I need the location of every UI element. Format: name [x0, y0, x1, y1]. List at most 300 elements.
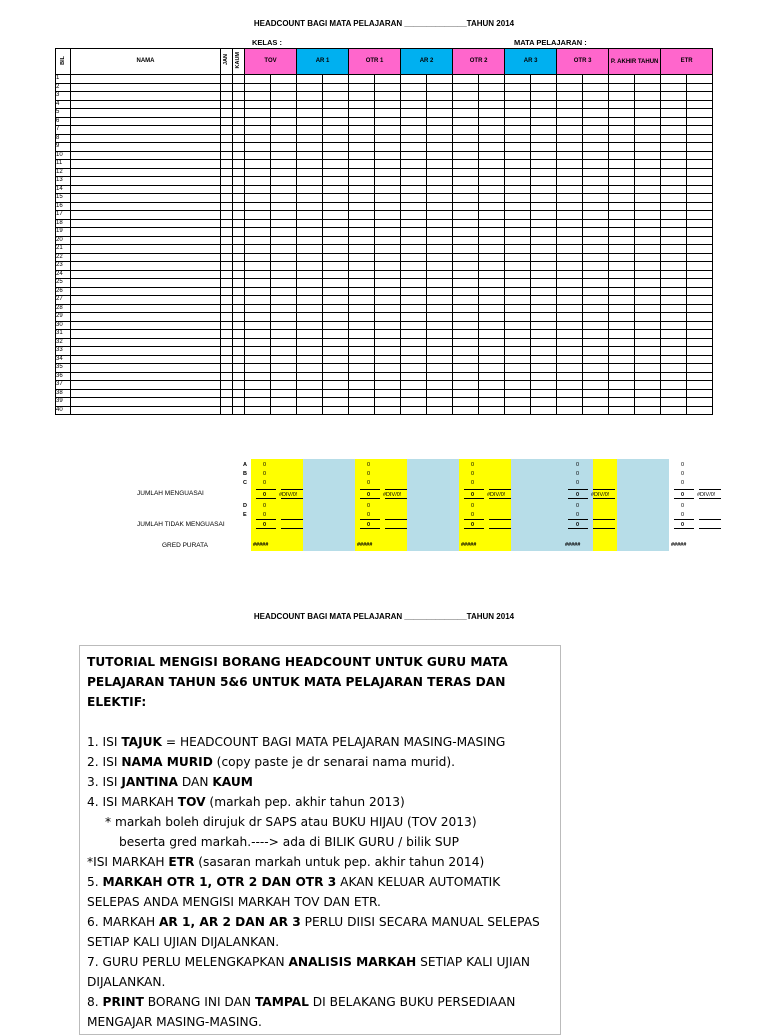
table-cell[interactable]: [557, 168, 583, 177]
table-cell[interactable]: [427, 406, 453, 415]
table-cell[interactable]: [531, 279, 557, 288]
table-cell[interactable]: [271, 304, 297, 313]
table-cell[interactable]: [505, 338, 531, 347]
table-cell[interactable]: [71, 389, 221, 398]
table-cell[interactable]: [531, 109, 557, 118]
table-cell[interactable]: [271, 219, 297, 228]
table-cell[interactable]: [323, 202, 349, 211]
table-cell[interactable]: [233, 126, 245, 135]
table-cell[interactable]: [505, 75, 531, 84]
table-cell[interactable]: [401, 126, 427, 135]
table-cell[interactable]: [557, 406, 583, 415]
table-cell[interactable]: [583, 245, 609, 254]
table-cell[interactable]: [609, 117, 635, 126]
table-cell[interactable]: [271, 100, 297, 109]
table-cell[interactable]: [661, 355, 687, 364]
table-cell[interactable]: [453, 194, 479, 203]
table-cell[interactable]: [635, 364, 661, 373]
table-cell[interactable]: [531, 372, 557, 381]
table-cell[interactable]: [427, 253, 453, 262]
table-cell[interactable]: [221, 304, 233, 313]
table-cell[interactable]: [323, 389, 349, 398]
table-cell[interactable]: [233, 109, 245, 118]
table-cell[interactable]: [635, 228, 661, 237]
table-cell[interactable]: [505, 270, 531, 279]
table-cell[interactable]: [233, 296, 245, 305]
table-cell[interactable]: [531, 185, 557, 194]
table-cell[interactable]: [297, 177, 323, 186]
table-cell[interactable]: [635, 219, 661, 228]
table-cell[interactable]: [687, 389, 713, 398]
table-cell[interactable]: [375, 117, 401, 126]
table-cell[interactable]: [349, 321, 375, 330]
table-cell[interactable]: [71, 313, 221, 322]
table-cell[interactable]: [71, 304, 221, 313]
table-cell[interactable]: [687, 321, 713, 330]
table-cell[interactable]: [401, 321, 427, 330]
table-cell[interactable]: [297, 270, 323, 279]
table-cell[interactable]: [297, 338, 323, 347]
table-cell[interactable]: [609, 75, 635, 84]
table-cell[interactable]: [479, 287, 505, 296]
table-cell[interactable]: [233, 398, 245, 407]
table-cell[interactable]: [401, 100, 427, 109]
table-cell[interactable]: [635, 330, 661, 339]
table-cell[interactable]: [221, 151, 233, 160]
table-cell[interactable]: [233, 185, 245, 194]
table-cell[interactable]: [609, 236, 635, 245]
table-cell[interactable]: [557, 151, 583, 160]
table-cell[interactable]: [453, 202, 479, 211]
table-cell[interactable]: [661, 321, 687, 330]
table-cell[interactable]: [233, 406, 245, 415]
table-cell[interactable]: [297, 296, 323, 305]
table-cell[interactable]: [479, 364, 505, 373]
table-cell[interactable]: [453, 321, 479, 330]
table-cell[interactable]: [687, 270, 713, 279]
table-cell[interactable]: [479, 100, 505, 109]
table-cell[interactable]: [583, 83, 609, 92]
table-cell[interactable]: [233, 168, 245, 177]
table-cell[interactable]: [427, 338, 453, 347]
table-cell[interactable]: [323, 296, 349, 305]
table-cell[interactable]: [427, 134, 453, 143]
table-cell[interactable]: [453, 83, 479, 92]
table-cell[interactable]: [583, 304, 609, 313]
table-cell[interactable]: [479, 92, 505, 101]
table-cell[interactable]: [609, 228, 635, 237]
table-cell[interactable]: [323, 134, 349, 143]
table-cell[interactable]: [233, 330, 245, 339]
table-cell[interactable]: [401, 236, 427, 245]
table-cell[interactable]: [233, 151, 245, 160]
table-cell[interactable]: [479, 143, 505, 152]
table-cell[interactable]: [479, 313, 505, 322]
table-cell[interactable]: [375, 262, 401, 271]
table-cell[interactable]: [401, 253, 427, 262]
table-cell[interactable]: [453, 177, 479, 186]
table-cell[interactable]: [427, 355, 453, 364]
table-cell[interactable]: [583, 347, 609, 356]
table-cell[interactable]: [453, 406, 479, 415]
table-cell[interactable]: [375, 177, 401, 186]
table-cell[interactable]: [297, 117, 323, 126]
table-cell[interactable]: [609, 151, 635, 160]
table-cell[interactable]: [635, 109, 661, 118]
table-cell[interactable]: [609, 253, 635, 262]
table-cell[interactable]: [71, 92, 221, 101]
table-cell[interactable]: [427, 236, 453, 245]
table-cell[interactable]: [271, 151, 297, 160]
table-cell[interactable]: [245, 364, 271, 373]
table-cell[interactable]: [401, 109, 427, 118]
table-cell[interactable]: [323, 355, 349, 364]
table-cell[interactable]: [427, 143, 453, 152]
table-cell[interactable]: [583, 160, 609, 169]
table-cell[interactable]: [401, 75, 427, 84]
table-cell[interactable]: [661, 126, 687, 135]
table-cell[interactable]: [349, 262, 375, 271]
table-cell[interactable]: [401, 398, 427, 407]
table-cell[interactable]: [71, 228, 221, 237]
table-cell[interactable]: [245, 381, 271, 390]
table-cell[interactable]: [505, 109, 531, 118]
table-cell[interactable]: [375, 185, 401, 194]
table-cell[interactable]: [271, 134, 297, 143]
table-cell[interactable]: [609, 126, 635, 135]
table-cell[interactable]: [375, 236, 401, 245]
table-cell[interactable]: [557, 364, 583, 373]
table-cell[interactable]: [401, 177, 427, 186]
table-cell[interactable]: [375, 398, 401, 407]
table-cell[interactable]: [349, 355, 375, 364]
table-cell[interactable]: [221, 245, 233, 254]
table-cell[interactable]: [583, 92, 609, 101]
table-cell[interactable]: [661, 347, 687, 356]
table-cell[interactable]: [557, 219, 583, 228]
table-cell[interactable]: [609, 330, 635, 339]
table-cell[interactable]: [635, 296, 661, 305]
table-cell[interactable]: [505, 126, 531, 135]
table-cell[interactable]: [427, 92, 453, 101]
table-cell[interactable]: [479, 406, 505, 415]
table-cell[interactable]: [609, 355, 635, 364]
table-cell[interactable]: [479, 202, 505, 211]
table-cell[interactable]: [71, 381, 221, 390]
table-cell[interactable]: [687, 338, 713, 347]
table-cell[interactable]: [245, 304, 271, 313]
table-cell[interactable]: [687, 100, 713, 109]
table-cell[interactable]: [349, 185, 375, 194]
table-cell[interactable]: [375, 219, 401, 228]
table-cell[interactable]: [479, 304, 505, 313]
table-cell[interactable]: [245, 389, 271, 398]
table-cell[interactable]: [479, 398, 505, 407]
table-cell[interactable]: [401, 338, 427, 347]
table-cell[interactable]: [505, 160, 531, 169]
table-cell[interactable]: [661, 398, 687, 407]
table-cell[interactable]: [687, 211, 713, 220]
table-cell[interactable]: [401, 381, 427, 390]
table-cell[interactable]: [375, 151, 401, 160]
table-cell[interactable]: [71, 321, 221, 330]
table-cell[interactable]: [453, 245, 479, 254]
table-cell[interactable]: [71, 117, 221, 126]
table-cell[interactable]: [349, 160, 375, 169]
table-cell[interactable]: [349, 372, 375, 381]
table-cell[interactable]: [221, 321, 233, 330]
table-cell[interactable]: [583, 151, 609, 160]
table-cell[interactable]: [221, 160, 233, 169]
table-cell[interactable]: [427, 313, 453, 322]
table-cell[interactable]: [557, 338, 583, 347]
table-cell[interactable]: [557, 109, 583, 118]
table-cell[interactable]: [245, 287, 271, 296]
table-cell[interactable]: [71, 160, 221, 169]
table-cell[interactable]: [427, 126, 453, 135]
table-cell[interactable]: [479, 151, 505, 160]
table-cell[interactable]: [245, 185, 271, 194]
table-cell[interactable]: [71, 262, 221, 271]
table-cell[interactable]: [609, 245, 635, 254]
table-cell[interactable]: [401, 406, 427, 415]
table-cell[interactable]: [245, 398, 271, 407]
table-cell[interactable]: [505, 92, 531, 101]
table-cell[interactable]: [557, 287, 583, 296]
table-cell[interactable]: [609, 372, 635, 381]
table-cell[interactable]: [349, 381, 375, 390]
table-cell[interactable]: [687, 245, 713, 254]
table-cell[interactable]: [245, 160, 271, 169]
table-cell[interactable]: [271, 185, 297, 194]
table-cell[interactable]: [221, 185, 233, 194]
table-cell[interactable]: [375, 143, 401, 152]
table-cell[interactable]: [479, 194, 505, 203]
table-cell[interactable]: [323, 321, 349, 330]
table-cell[interactable]: [245, 100, 271, 109]
table-cell[interactable]: [687, 330, 713, 339]
table-cell[interactable]: [245, 75, 271, 84]
table-cell[interactable]: [349, 406, 375, 415]
table-cell[interactable]: [427, 202, 453, 211]
table-cell[interactable]: [71, 270, 221, 279]
table-cell[interactable]: [375, 253, 401, 262]
table-cell[interactable]: [531, 347, 557, 356]
table-cell[interactable]: [635, 100, 661, 109]
table-cell[interactable]: [221, 168, 233, 177]
table-cell[interactable]: [531, 228, 557, 237]
table-cell[interactable]: [297, 92, 323, 101]
table-cell[interactable]: [479, 330, 505, 339]
table-cell[interactable]: [531, 406, 557, 415]
table-cell[interactable]: [505, 347, 531, 356]
table-cell[interactable]: [297, 109, 323, 118]
table-cell[interactable]: [583, 321, 609, 330]
table-cell[interactable]: [531, 143, 557, 152]
table-cell[interactable]: [661, 304, 687, 313]
table-cell[interactable]: [687, 381, 713, 390]
table-cell[interactable]: [635, 372, 661, 381]
table-cell[interactable]: [453, 279, 479, 288]
table-cell[interactable]: [323, 219, 349, 228]
table-cell[interactable]: [661, 100, 687, 109]
table-cell[interactable]: [349, 364, 375, 373]
table-cell[interactable]: [323, 287, 349, 296]
table-cell[interactable]: [245, 355, 271, 364]
table-cell[interactable]: [531, 126, 557, 135]
table-cell[interactable]: [271, 109, 297, 118]
table-cell[interactable]: [221, 389, 233, 398]
table-cell[interactable]: [635, 83, 661, 92]
table-cell[interactable]: [505, 211, 531, 220]
table-cell[interactable]: [401, 364, 427, 373]
table-cell[interactable]: [479, 236, 505, 245]
table-cell[interactable]: [609, 279, 635, 288]
table-cell[interactable]: [323, 83, 349, 92]
table-cell[interactable]: [531, 100, 557, 109]
table-cell[interactable]: [427, 83, 453, 92]
table-cell[interactable]: [245, 117, 271, 126]
table-cell[interactable]: [245, 338, 271, 347]
table-cell[interactable]: [233, 381, 245, 390]
table-cell[interactable]: [375, 338, 401, 347]
table-cell[interactable]: [427, 279, 453, 288]
table-cell[interactable]: [453, 92, 479, 101]
table-cell[interactable]: [221, 372, 233, 381]
table-cell[interactable]: [297, 126, 323, 135]
table-cell[interactable]: [71, 287, 221, 296]
table-cell[interactable]: [271, 143, 297, 152]
table-cell[interactable]: [661, 194, 687, 203]
table-cell[interactable]: [557, 279, 583, 288]
table-cell[interactable]: [479, 372, 505, 381]
table-cell[interactable]: [221, 92, 233, 101]
table-cell[interactable]: [531, 202, 557, 211]
table-cell[interactable]: [245, 262, 271, 271]
table-cell[interactable]: [687, 372, 713, 381]
table-cell[interactable]: [687, 406, 713, 415]
table-cell[interactable]: [661, 151, 687, 160]
table-cell[interactable]: [557, 75, 583, 84]
table-cell[interactable]: [245, 143, 271, 152]
table-cell[interactable]: [609, 92, 635, 101]
table-cell[interactable]: [531, 219, 557, 228]
table-cell[interactable]: [557, 321, 583, 330]
table-cell[interactable]: [271, 279, 297, 288]
table-cell[interactable]: [609, 202, 635, 211]
table-cell[interactable]: [427, 347, 453, 356]
table-cell[interactable]: [271, 372, 297, 381]
table-cell[interactable]: [71, 83, 221, 92]
table-cell[interactable]: [221, 143, 233, 152]
table-cell[interactable]: [661, 296, 687, 305]
table-cell[interactable]: [323, 109, 349, 118]
table-cell[interactable]: [71, 177, 221, 186]
table-cell[interactable]: [661, 228, 687, 237]
table-cell[interactable]: [297, 287, 323, 296]
table-cell[interactable]: [453, 389, 479, 398]
table-cell[interactable]: [531, 355, 557, 364]
table-cell[interactable]: [583, 177, 609, 186]
table-cell[interactable]: [323, 211, 349, 220]
table-cell[interactable]: [583, 228, 609, 237]
table-cell[interactable]: [453, 134, 479, 143]
table-cell[interactable]: [583, 338, 609, 347]
table-cell[interactable]: [661, 92, 687, 101]
table-cell[interactable]: [479, 185, 505, 194]
table-cell[interactable]: [71, 211, 221, 220]
table-cell[interactable]: [349, 219, 375, 228]
table-cell[interactable]: [401, 168, 427, 177]
table-cell[interactable]: [349, 236, 375, 245]
table-cell[interactable]: [687, 253, 713, 262]
table-cell[interactable]: [635, 270, 661, 279]
table-cell[interactable]: [233, 134, 245, 143]
table-cell[interactable]: [427, 117, 453, 126]
table-cell[interactable]: [349, 211, 375, 220]
table-cell[interactable]: [297, 304, 323, 313]
table-cell[interactable]: [271, 262, 297, 271]
table-cell[interactable]: [557, 270, 583, 279]
table-cell[interactable]: [661, 143, 687, 152]
table-cell[interactable]: [583, 75, 609, 84]
table-cell[interactable]: [323, 117, 349, 126]
table-cell[interactable]: [401, 245, 427, 254]
table-cell[interactable]: [71, 338, 221, 347]
table-cell[interactable]: [609, 406, 635, 415]
table-cell[interactable]: [401, 296, 427, 305]
table-cell[interactable]: [635, 160, 661, 169]
table-cell[interactable]: [609, 134, 635, 143]
table-cell[interactable]: [297, 151, 323, 160]
table-cell[interactable]: [635, 151, 661, 160]
table-cell[interactable]: [233, 364, 245, 373]
table-cell[interactable]: [245, 219, 271, 228]
table-cell[interactable]: [453, 219, 479, 228]
table-cell[interactable]: [505, 236, 531, 245]
table-cell[interactable]: [427, 245, 453, 254]
table-cell[interactable]: [505, 355, 531, 364]
table-cell[interactable]: [609, 347, 635, 356]
table-cell[interactable]: [233, 202, 245, 211]
table-cell[interactable]: [687, 194, 713, 203]
table-cell[interactable]: [557, 143, 583, 152]
table-cell[interactable]: [479, 389, 505, 398]
table-cell[interactable]: [297, 330, 323, 339]
table-cell[interactable]: [583, 211, 609, 220]
table-cell[interactable]: [609, 109, 635, 118]
table-cell[interactable]: [375, 100, 401, 109]
table-cell[interactable]: [609, 321, 635, 330]
table-cell[interactable]: [453, 253, 479, 262]
table-cell[interactable]: [401, 347, 427, 356]
table-cell[interactable]: [221, 296, 233, 305]
table-cell[interactable]: [221, 313, 233, 322]
table-cell[interactable]: [427, 185, 453, 194]
table-cell[interactable]: [233, 262, 245, 271]
table-cell[interactable]: [323, 398, 349, 407]
table-cell[interactable]: [557, 381, 583, 390]
table-cell[interactable]: [427, 177, 453, 186]
table-cell[interactable]: [687, 177, 713, 186]
table-cell[interactable]: [349, 75, 375, 84]
table-cell[interactable]: [245, 279, 271, 288]
table-cell[interactable]: [233, 228, 245, 237]
table-cell[interactable]: [221, 347, 233, 356]
table-cell[interactable]: [557, 202, 583, 211]
table-cell[interactable]: [349, 83, 375, 92]
table-cell[interactable]: [687, 355, 713, 364]
